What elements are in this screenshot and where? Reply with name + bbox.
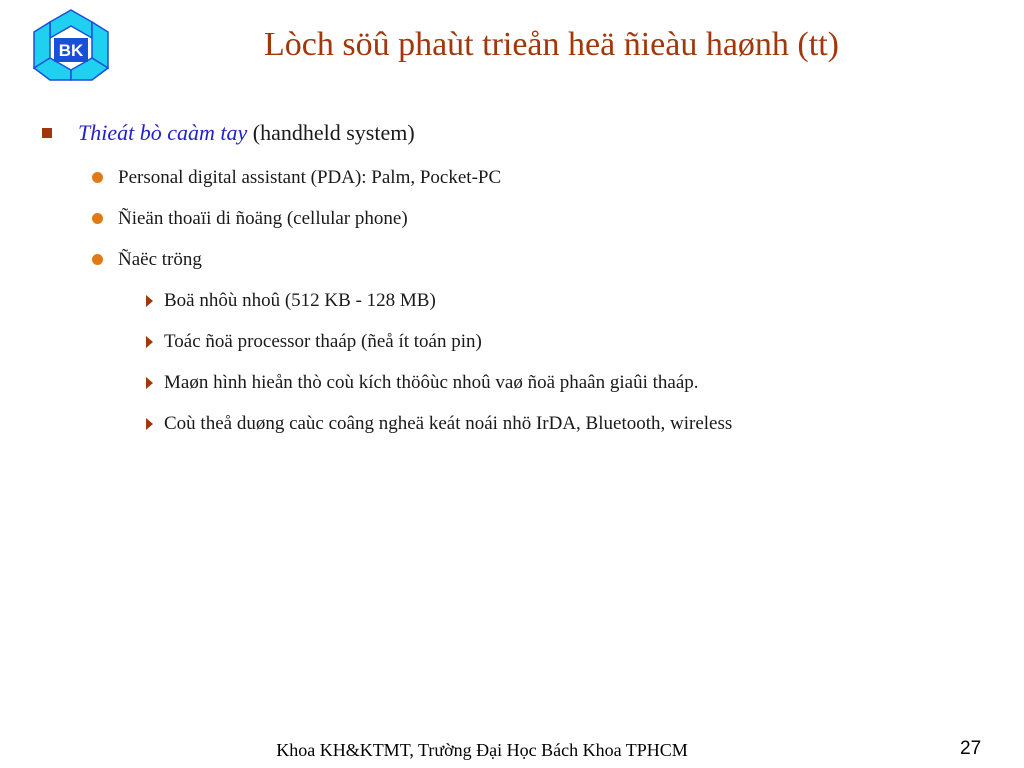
sub-list-item xyxy=(146,331,482,353)
list-item-text: Ñaëc tröng xyxy=(118,249,202,270)
triangle-bullet-icon xyxy=(146,418,153,430)
slide-footer: Khoa KH&KTMT, Trường Đại Học Bách Khoa TPHCM xyxy=(276,740,688,760)
dot-bullet-icon xyxy=(92,172,103,183)
sub-list-item-text: Toác ñoä processor thaáp (ñeå ít toán pin) xyxy=(164,331,482,352)
sub-list-item xyxy=(146,372,699,394)
main-bullet-rest: (handheld system) xyxy=(247,120,415,145)
main-bullet xyxy=(42,120,415,146)
square-bullet-icon xyxy=(42,128,52,138)
list-item xyxy=(92,208,408,230)
triangle-bullet-icon xyxy=(146,295,153,307)
list-item xyxy=(92,167,501,189)
main-bullet-term: Thieát bò caàm tay xyxy=(78,120,248,145)
sub-list-item-text: Maøn hình hieån thò coù kích thöôùc nhoû vaø ñoä phaân giaûi thaáp. xyxy=(164,372,699,393)
sub-list-item-text: Boä nhôù nhoû (512 KB - 128 MB) xyxy=(164,290,436,311)
page-number: 27 xyxy=(960,738,982,759)
sub-list-item-text: Coù theå duøng caùc coâng ngheä keát noái nhö IrDA, Bluetooth, wireless xyxy=(164,413,733,434)
logo-text: BK xyxy=(58,41,84,60)
triangle-bullet-icon xyxy=(146,336,153,348)
triangle-bullet-icon xyxy=(146,377,153,389)
dot-bullet-icon xyxy=(92,254,103,265)
slide-title: Lòch söû phaùt trieån heä ñieàu haønh (tt) xyxy=(264,26,839,63)
sub-list-item xyxy=(146,290,436,312)
sub-list-item xyxy=(146,413,732,435)
list-item xyxy=(92,249,202,271)
list-item-text: Personal digital assistant (PDA): Palm, Pocket-PC xyxy=(118,167,502,188)
list-item-text: Ñieän thoaïi di ñoäng (cellular phone) xyxy=(118,208,408,229)
dot-bullet-icon xyxy=(92,213,103,224)
